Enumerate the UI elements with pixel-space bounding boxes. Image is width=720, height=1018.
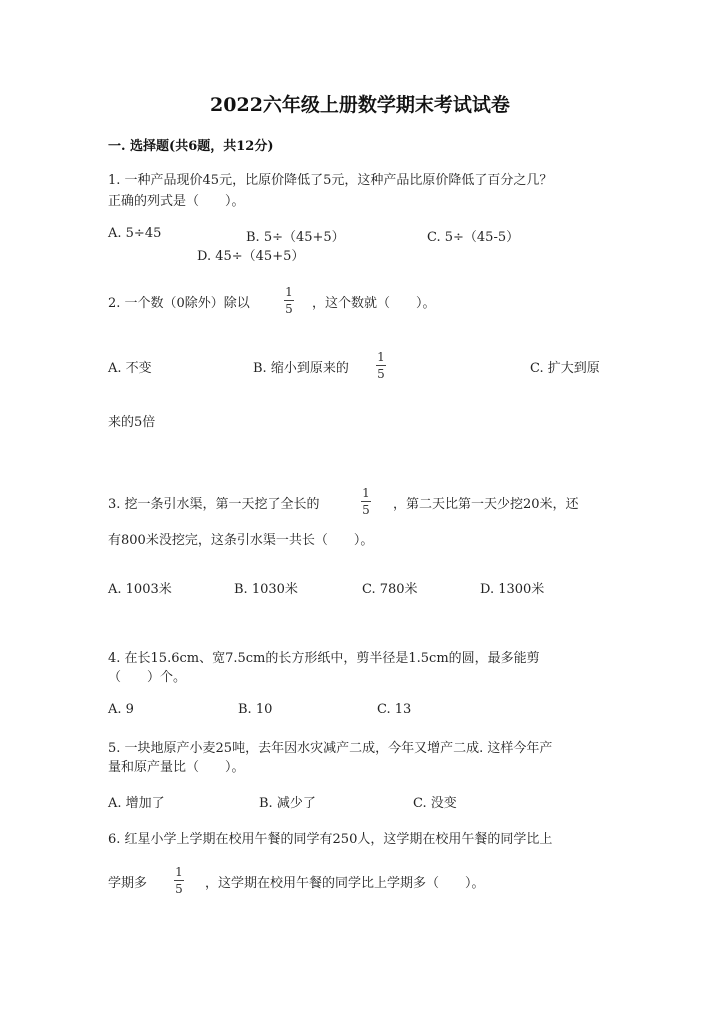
fraction-numerator: 1 <box>377 350 385 364</box>
q3-text-after: ，第二天比第一天少挖20米，还 <box>393 497 579 512</box>
fraction-denominator: 5 <box>175 882 183 896</box>
q3-option-d: D. 1300米 <box>480 582 545 597</box>
fraction-numerator: 1 <box>362 486 370 500</box>
q1-option-d: D. 45÷（45+5） <box>197 249 305 264</box>
q3-option-b: B. 1030米 <box>234 582 298 597</box>
fraction-bar <box>174 880 184 881</box>
q2-option-b: B. 缩小到原来的 <box>253 361 349 376</box>
fraction-numerator: 1 <box>175 865 183 879</box>
q2-option-c: C. 扩大到原 <box>530 361 600 376</box>
q4-option-a: A. 9 <box>108 702 134 717</box>
fraction-denominator: 5 <box>362 503 370 517</box>
q1-line2: 正确的列式是（ ）。 <box>108 194 245 209</box>
q5-option-c: C. 没变 <box>413 796 457 811</box>
section-header: 一. 选择题(共6题，共12分) <box>108 139 274 154</box>
q3-fraction <box>361 486 371 517</box>
q3-option-c: C. 780米 <box>362 582 418 597</box>
q4-option-c: C. 13 <box>377 702 412 717</box>
fraction-numerator: 1 <box>285 285 293 299</box>
q6-text-after: ，这学期在校用午餐的同学比上学期多（ ）。 <box>205 876 485 891</box>
q5-line2: 量和原产量比（ ）。 <box>108 760 245 775</box>
q2-fraction <box>284 285 294 316</box>
q5-line1: 5. 一块地原产小麦25吨，去年因水灾减产二成，今年又增产二成. 这样今年产 <box>108 741 553 756</box>
fraction-bar <box>361 501 371 502</box>
q1-option-b: B. 5÷（45+5） <box>246 230 345 245</box>
q2-option-b-fraction <box>376 350 386 381</box>
q2-option-c-continued: 来的5倍 <box>108 415 156 430</box>
page-title: 2022六年级上册数学期末考试试卷 <box>210 94 510 116</box>
q6-text-before: 学期多 <box>108 876 148 891</box>
q2-text-before: 2. 一个数（0除外）除以 <box>108 296 250 311</box>
q3-line2: 有800米没挖完，这条引水渠一共长（ ）。 <box>108 533 374 548</box>
q1-option-c: C. 5÷（45-5） <box>427 230 520 245</box>
fraction-bar <box>376 365 386 366</box>
q6-fraction <box>174 865 184 896</box>
q5-option-a: A. 增加了 <box>108 796 165 811</box>
q1-line1: 1. 一种产品现价45元，比原价降低了5元，这种产品比原价降低了百分之几？ <box>108 173 553 188</box>
q2-option-a: A. 不变 <box>108 361 152 376</box>
q1-option-a: A. 5÷45 <box>108 226 162 241</box>
q4-line1: 4. 在长15.6cm、宽7.5cm的长方形纸中，剪半径是1.5cm的圆，最多能剪 <box>108 651 540 666</box>
q5-option-b: B. 减少了 <box>259 796 316 811</box>
q4-line2: （ ）个。 <box>108 670 187 685</box>
q3-option-a: A. 1003米 <box>108 582 172 597</box>
fraction-bar <box>284 300 294 301</box>
fraction-denominator: 5 <box>377 367 385 381</box>
fraction-denominator: 5 <box>285 302 293 316</box>
q2-text-after: ，这个数就（ ）。 <box>312 296 436 311</box>
q6-line1: 6. 红星小学上学期在校用午餐的同学有250人，这学期在校用午餐的同学比上 <box>108 832 553 847</box>
q4-option-b: B. 10 <box>238 702 273 717</box>
q3-text-before: 3. 挖一条引水渠，第一天挖了全长的 <box>108 497 320 512</box>
